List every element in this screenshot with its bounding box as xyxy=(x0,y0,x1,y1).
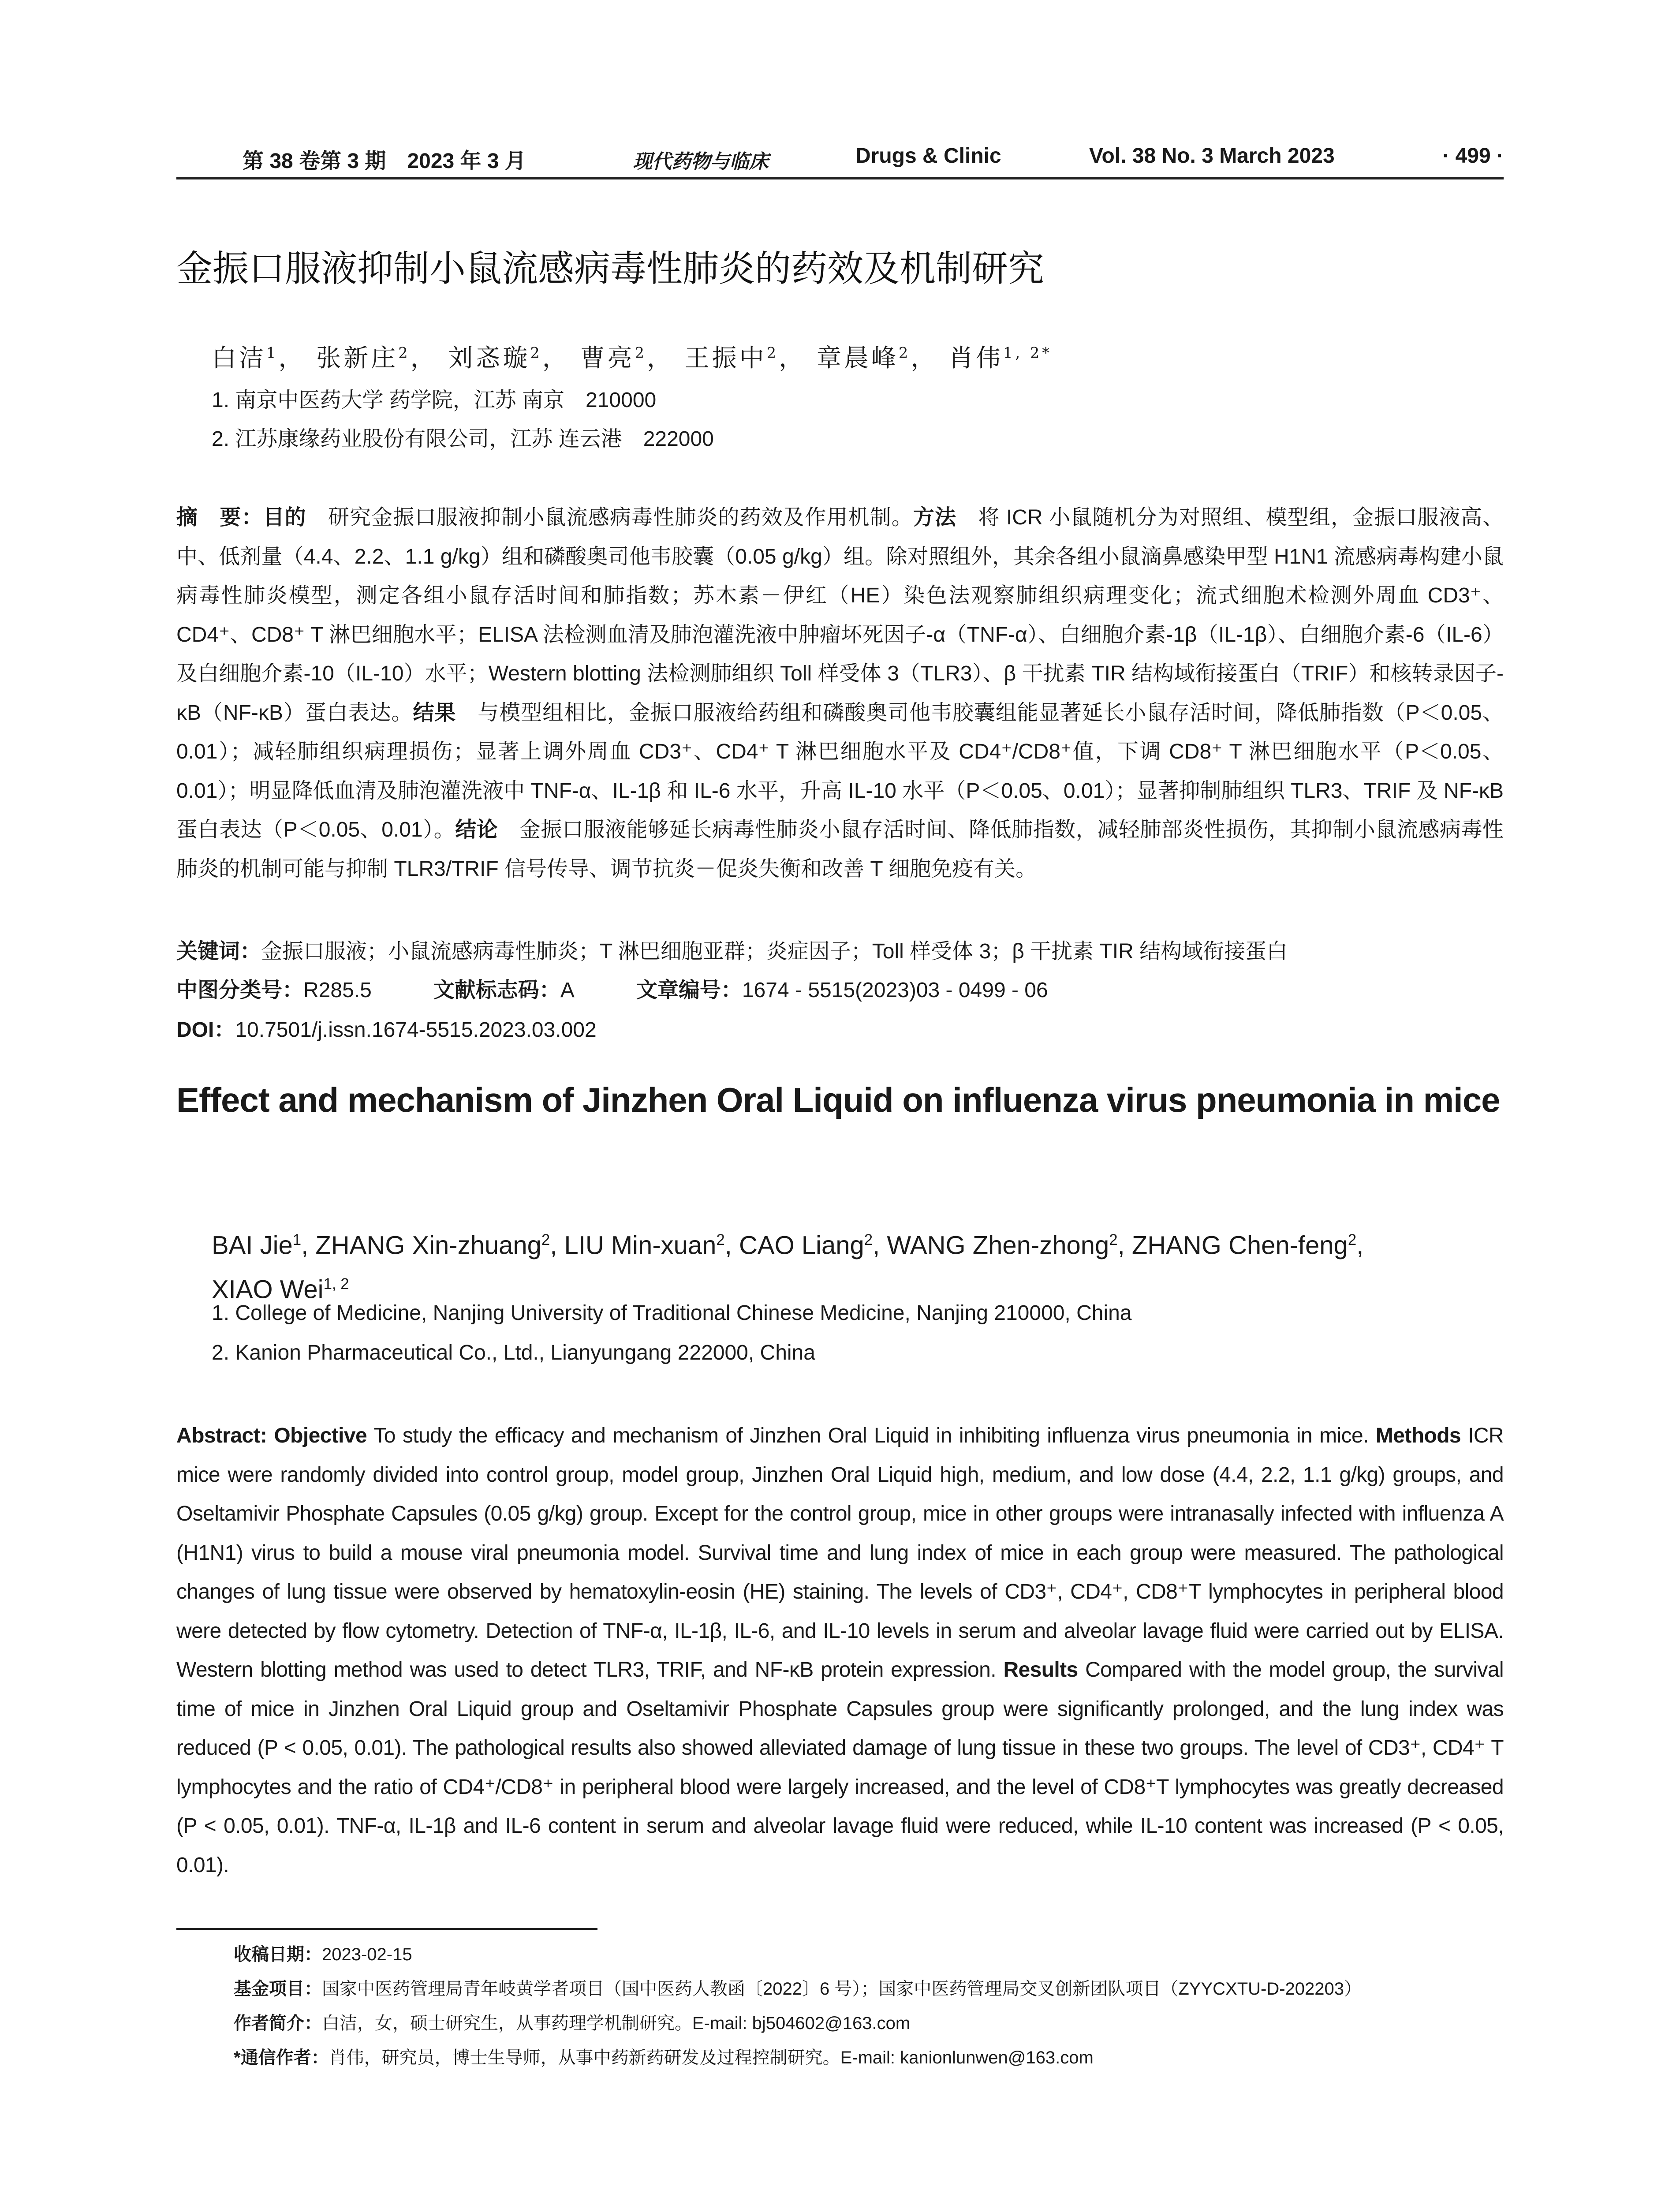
title-cn: 金振口服液抑制小鼠流感病毒性肺炎的药效及机制研究 xyxy=(176,249,1045,289)
affiliation-cn-1: 1. 南京中医药大学 药学院，江苏 南京 210000 xyxy=(212,389,657,412)
header-page-number: · 499 · xyxy=(1442,144,1504,168)
methods-label: 方法 xyxy=(913,506,957,529)
authors-en: BAI Jie$^1$, ZHANG Xin-zhuang$^2$, LIU Min-xuan$^2$, CAO Liang$^2$, WANG Zhen-zhong$^2$, ZHANG Chen-feng$^2$, XIAO Wei$^{1, 2}$ xyxy=(212,1231,1364,1304)
doi-line: DOI：10.7501/j.issn.1674-5515.2023.03.002 xyxy=(176,1018,597,1042)
author-cn: 肖伟 xyxy=(948,344,1004,373)
header-journal-en: Drugs & Clinic xyxy=(855,144,1001,168)
author-cn: 王振中 xyxy=(684,344,767,373)
results-label: 结果 xyxy=(413,701,456,725)
classification-line: 中图分类号：R285.5 文献标志码：A 文章编号：1674 - 5515(2023)03 - 0499 - 06 xyxy=(176,979,1048,1002)
objective-label: 目的 xyxy=(263,506,306,529)
header-volume: Vol. 38 No. 3 March 2023 xyxy=(1089,144,1335,168)
author-cn: 刘忞璇 xyxy=(448,344,530,373)
affiliation-cn-2: 2. 江苏康缘药业股份有限公司，江苏 连云港 222000 xyxy=(212,427,714,451)
affiliation-en-1: 1. College of Medicine, Nanjing University of Traditional Chinese Medicine, Nanjing 210000, China xyxy=(212,1301,1132,1325)
header-issue: 第 38 卷第 3 期 2023 年 3 月 xyxy=(243,149,526,173)
abstract-cn-label: 摘 要： xyxy=(176,506,263,529)
footnote-received: 收稿日期：2023-02-15 xyxy=(234,1945,412,1964)
author-cn: 曹亮 xyxy=(580,344,635,373)
author-cn: 章晨峰 xyxy=(816,344,899,373)
abstract-en: Abstract: Objective To study the efficacy and mechanism of Jinzhen Oral Liquid in inhibiting influenza virus pneumonia in mice. Methods ICR mice were randomly divided into control group, model group, Jinzhen Oral Liquid high, medium, and low dose (4.4, 2.2, 1.1 g/kg) groups, and Oseltamivir Phosphate Capsules (0.05 g/kg) group. Except for the control group, mice in other groups were intranasally infected with influenza A (H1N1) virus to build a mouse viral pneumonia model. Survival time and lung index of mice in each group were measured. The pathological changes of lung tissue were observed by hematoxylin-eosin (HE) staining. The levels of CD3⁺, CD4⁺, CD8⁺T lymphocytes in peripheral blood were detected by flow cytometry. Detection of TNF-α, IL-1β, IL-6, and IL-10 levels in serum and alveolar lavage fluid were carried out by ELISA. Western blotting method was used to detect TLR3, TRIF, and NF-κB protein expression. Results Compared with the model group, the survival time of mice in Jinzhen Oral Liquid group and Oseltamivir Phosphate Capsules group were significantly prolonged, and the lung index was reduced (P < 0.05, 0.01). The pathological results also showed alleviated damage of lung tissue in these two groups. The level of CD3⁺, CD4⁺ T lymphocytes and the ratio of CD4⁺/CD8⁺ in peripheral blood were largely increased, and the level of CD8⁺T lymphocytes was greatly decreased (P < 0.05, 0.01). TNF-α, IL-1β and IL-6 content in serum and alveolar lavage fluid were reduced, while IL-10 content was increased (P < 0.05, 0.01). xyxy=(176,1424,1504,1877)
author-cn: 白洁 xyxy=(212,344,266,373)
footnote-author: 作者简介：白洁，女，硕士研究生，从事药理学机制研究。E-mail: bj504602@163.com xyxy=(234,2014,911,2033)
author-cn: 张新庄 xyxy=(316,344,399,373)
running-header xyxy=(176,140,1504,179)
title-en: Effect and mechanism of Jinzhen Oral Liquid on influenza virus pneumonia in mice xyxy=(176,1080,1500,1119)
doi-value: 10.7501/j.issn.1674-5515.2023.03.002 xyxy=(235,1018,597,1042)
footnote-fund: 基金项目：国家中医药管理局青年岐黄学者项目（国中医药人教函〔2022〕6 号）；国家中医药管理局交叉创新团队项目（ZYYCXTU-D-202203） xyxy=(234,1979,1362,1999)
footnote-divider xyxy=(176,1928,597,1930)
affiliation-en-2: 2. Kanion Pharmaceutical Co., Ltd., Lianyungang 222000, China xyxy=(212,1341,815,1364)
header-journal-cn: 现代药物与临床 xyxy=(633,150,769,173)
abstract-cn: 摘 要：目的 研究金振口服液抑制小鼠流感病毒性肺炎的药效及作用机制。方法 将 ICR 小鼠随机分为对照组、模型组，金振口服液高、中、低剂量（4.4、2.2、1.1 g/kg）组和磷酸奥司他韦胶囊（0.05 g/kg）组。除对照组外，其余各组小鼠滴鼻感染甲型 H1N1 流感病毒构建小鼠病毒性肺炎模型，测定各组小鼠存活时间和肺指数；苏木素－伊红（HE）染色法观察肺组织病理变化；流式细胞术检测外周血 CD3⁺、CD4⁺、CD8⁺ T 淋巴细胞水平；ELISA 法检测血清及肺泡灌洗液中肿瘤坏死因子-α（TNF-α）、白细胞介素-1β（IL-1β）、白细胞介素-6（IL-6）及白细胞介素-10（IL-10）水平；Western blotting 法检测肺组织 Toll 样受体 3（TLR3）、β 干扰素 TIR 结构域衔接蛋白（TRIF）和核转录因子-κB（NF-κB）蛋白表达。结果 与模型组相比，金振口服液给药组和磷酸奥司他韦胶囊组能显著延长小鼠存活时间，降低肺指数（P＜0.05、0.01）；减轻肺组织病理损伤；显著上调外周血 CD3⁺、CD4⁺ T 淋巴细胞水平及 CD4⁺/CD8⁺值，下调 CD8⁺ T 淋巴细胞水平（P＜0.05、0.01）；明显降低血清及肺泡灌洗液中 TNF-α、IL-1β 和 IL-6 水平，升高 IL-10 水平（P＜0.05、0.01）；显著抑制肺组织 TLR3、TRIF 及 NF-κB 蛋白表达（P＜0.05、0.01）。结论 金振口服液能够延长病毒性肺炎小鼠存活时间、降低肺指数，减轻肺部炎性损伤，其抑制小鼠流感病毒性肺炎的机制可能与抑制 TLR3/TRIF 信号传导、调节抗炎－促炎失衡和改善 T 细胞免疫有关。 xyxy=(176,506,1504,881)
authors-cn: 白洁$^1$， 张新庄$^2$， 刘忞璇$^2$， 曹亮$^2$， 王振中$^2$， 章晨峰$^2$， 肖伟$^{1, 2*}$ xyxy=(212,344,1052,373)
conclusion-label: 结论 xyxy=(455,818,498,841)
keywords-cn: 关键词：金振口服液；小鼠流感病毒性肺炎；T 淋巴细胞亚群；炎症因子；Toll 样受体 3；β 干扰素 TIR 结构域衔接蛋白 xyxy=(176,940,1288,963)
footnote-corresponding: *通信作者：肖伟，研究员，博士生导师，从事中药新药研发及过程控制研究。E-mail: kanionlunwen@163.com xyxy=(234,2048,1094,2067)
